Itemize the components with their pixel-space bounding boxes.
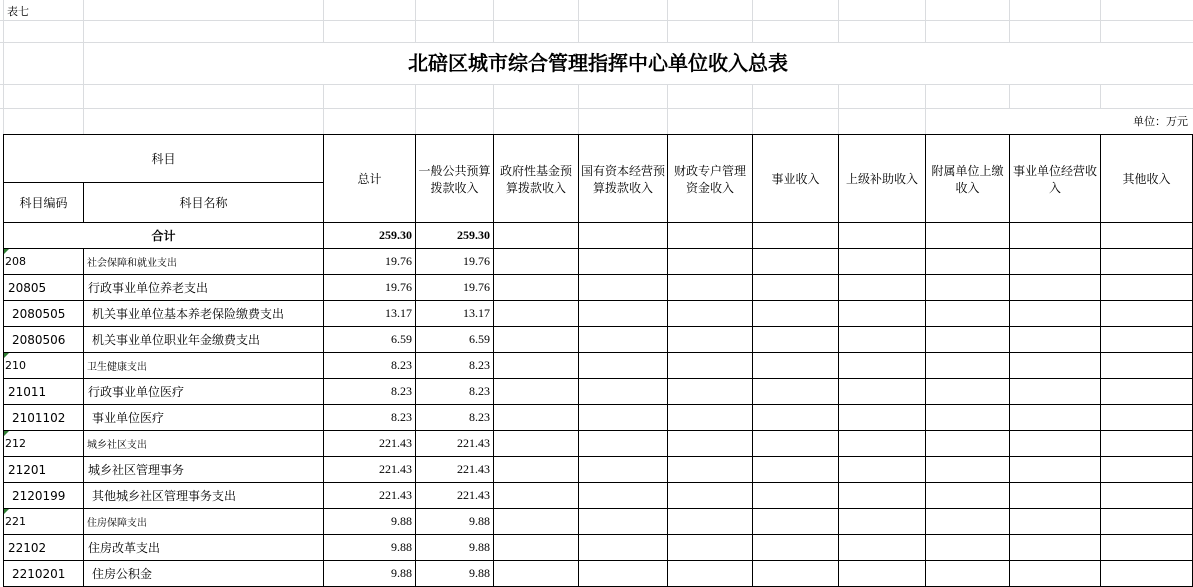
- empty-cell: [1010, 249, 1101, 275]
- empty-cell: [753, 301, 839, 327]
- row-total: 8.23: [324, 379, 416, 405]
- empty-cell: [1010, 353, 1101, 379]
- row-general: 221.43: [416, 483, 494, 509]
- row-general: 6.59: [416, 327, 494, 353]
- empty-cell: [668, 249, 753, 275]
- empty-cell: [753, 327, 839, 353]
- empty-cell: [926, 509, 1010, 535]
- row-total: 8.23: [324, 405, 416, 431]
- empty-cell: [839, 535, 926, 561]
- empty-cell: [1101, 405, 1193, 431]
- empty-cell: [494, 249, 579, 275]
- row-total: 221.43: [324, 457, 416, 483]
- empty-cell: [494, 431, 579, 457]
- row-name: 住房改革支出: [84, 535, 324, 561]
- header-name: 科目名称: [84, 183, 324, 223]
- empty-cell: [839, 509, 926, 535]
- empty-cell: [839, 379, 926, 405]
- empty-cell: [926, 301, 1010, 327]
- empty-cell: [926, 353, 1010, 379]
- empty-cell: [839, 561, 926, 587]
- row-general: 221.43: [416, 457, 494, 483]
- empty-cell: [494, 405, 579, 431]
- empty-cell: [753, 509, 839, 535]
- empty-cell: [579, 327, 668, 353]
- empty-cell: [753, 275, 839, 301]
- error-marker-icon: [4, 353, 9, 358]
- empty-cell: [839, 275, 926, 301]
- empty-cell: [926, 431, 1010, 457]
- sheet-label: 表七: [7, 4, 29, 18]
- row-general: 9.88: [416, 561, 494, 587]
- empty-cell: [1101, 561, 1193, 587]
- empty-cell: [839, 457, 926, 483]
- empty-cell: [839, 249, 926, 275]
- empty-cell: [494, 327, 579, 353]
- row-name: 住房公积金: [84, 561, 324, 587]
- row-total: 8.23: [324, 353, 416, 379]
- empty-cell: [753, 431, 839, 457]
- empty-cell: [753, 249, 839, 275]
- row-total: 13.17: [324, 301, 416, 327]
- empty-cell: [579, 509, 668, 535]
- row-code: 21011: [4, 379, 84, 405]
- total-row: [4, 223, 1193, 249]
- header-col-state-capital: 国有资本经营预算拨款收入: [579, 135, 668, 223]
- header-col-general: 一般公共预算拨款收入: [416, 135, 494, 223]
- header-subject: 科目: [4, 135, 324, 183]
- table-row: [4, 353, 1193, 379]
- table-row: [4, 535, 1193, 561]
- empty-cell: [494, 509, 579, 535]
- empty-cell: [1101, 509, 1193, 535]
- empty-cell: [668, 561, 753, 587]
- empty-cell: [1010, 275, 1101, 301]
- total-total: 259.30: [324, 223, 416, 249]
- table-row: [4, 561, 1193, 587]
- row-total: 6.59: [324, 327, 416, 353]
- table-row: [4, 275, 1193, 301]
- page-title: 北碚区城市综合管理指挥中心单位收入总表: [408, 51, 788, 75]
- empty-cell: [753, 353, 839, 379]
- empty-cell: [579, 561, 668, 587]
- error-marker-icon: [4, 431, 9, 436]
- empty-cell: [1101, 535, 1193, 561]
- row-general: 19.76: [416, 249, 494, 275]
- row-total: 19.76: [324, 249, 416, 275]
- empty-cell: [839, 405, 926, 431]
- row-name: 行政事业单位医疗: [84, 379, 324, 405]
- header-col-affiliated: 附属单位上缴收入: [926, 135, 1010, 223]
- empty-cell: [926, 275, 1010, 301]
- empty-cell: [579, 535, 668, 561]
- empty-cell: [494, 353, 579, 379]
- row-name: 城乡社区管理事务: [84, 457, 324, 483]
- table-row: [4, 457, 1193, 483]
- row-name: 机关事业单位职业年金缴费支出: [84, 327, 324, 353]
- empty-cell: [753, 405, 839, 431]
- empty-cell: [494, 535, 579, 561]
- empty-cell: [753, 561, 839, 587]
- empty-cell: [579, 457, 668, 483]
- empty-cell: [926, 483, 1010, 509]
- table-row: [4, 249, 1193, 275]
- row-total: 9.88: [324, 535, 416, 561]
- row-name: 社会保障和就业支出: [84, 249, 324, 275]
- empty-cell: [1010, 379, 1101, 405]
- empty-cell: [1010, 535, 1101, 561]
- header-col-business: 事业收入: [753, 135, 839, 223]
- empty-cell: [926, 327, 1010, 353]
- empty-cell: [494, 301, 579, 327]
- empty-cell: [1101, 327, 1193, 353]
- empty-cell: [839, 327, 926, 353]
- empty-cell: [926, 535, 1010, 561]
- empty-cell: [494, 483, 579, 509]
- empty-cell: [668, 353, 753, 379]
- header-col-special-account: 财政专户管理资金收入: [668, 135, 753, 223]
- empty-cell: [926, 405, 1010, 431]
- row-name: 卫生健康支出: [84, 353, 324, 379]
- empty-cell: [579, 353, 668, 379]
- row-name: 其他城乡社区管理事务支出: [84, 483, 324, 509]
- empty-cell: [494, 561, 579, 587]
- empty-cell: [1010, 457, 1101, 483]
- row-code: 2080506: [4, 327, 84, 353]
- empty-cell: [1010, 509, 1101, 535]
- header-col-operating: 事业单位经营收入: [1010, 135, 1101, 223]
- empty-cell: [668, 483, 753, 509]
- row-code: 212: [4, 431, 84, 457]
- empty-cell: [753, 457, 839, 483]
- empty-cell: [926, 457, 1010, 483]
- empty-cell: [668, 405, 753, 431]
- row-total: 221.43: [324, 483, 416, 509]
- empty-cell: [1101, 457, 1193, 483]
- table-row: [4, 431, 1193, 457]
- table-row: [4, 379, 1193, 405]
- row-general: 9.88: [416, 509, 494, 535]
- header-col-superior-subsidy: 上级补助收入: [839, 135, 926, 223]
- empty-cell: [1010, 561, 1101, 587]
- row-code: 21201: [4, 457, 84, 483]
- empty-cell: [753, 535, 839, 561]
- empty-cell: [668, 535, 753, 561]
- empty-cell: [1010, 327, 1101, 353]
- row-code: 2210201: [4, 561, 84, 587]
- row-total: 9.88: [324, 509, 416, 535]
- row-code: 2101102: [4, 405, 84, 431]
- header-col-total: 总计: [324, 135, 416, 223]
- income-table: [3, 134, 1193, 587]
- empty-cell: [579, 379, 668, 405]
- empty-cell: [1101, 275, 1193, 301]
- row-total: 221.43: [324, 431, 416, 457]
- table-row: [4, 327, 1193, 353]
- empty-cell: [753, 379, 839, 405]
- row-general: 19.76: [416, 275, 494, 301]
- header-col-other: 其他收入: [1101, 135, 1193, 223]
- empty-cell: [494, 379, 579, 405]
- total-label: 合计: [4, 223, 324, 249]
- table-row: [4, 509, 1193, 535]
- empty-cell: [579, 249, 668, 275]
- row-code: 2120199: [4, 483, 84, 509]
- empty-cell: [494, 275, 579, 301]
- row-code: 20805: [4, 275, 84, 301]
- empty-cell: [839, 353, 926, 379]
- empty-cell: [753, 483, 839, 509]
- empty-cell: [1101, 431, 1193, 457]
- row-general: 8.23: [416, 353, 494, 379]
- empty-cell: [668, 509, 753, 535]
- error-marker-icon: [4, 249, 9, 254]
- empty-cell: [1101, 301, 1193, 327]
- row-general: 9.88: [416, 535, 494, 561]
- row-general: 8.23: [416, 405, 494, 431]
- row-name: 行政事业单位养老支出: [84, 275, 324, 301]
- row-code: 2080505: [4, 301, 84, 327]
- empty-cell: [1101, 249, 1193, 275]
- empty-cell: [494, 457, 579, 483]
- empty-cell: [1101, 353, 1193, 379]
- empty-cell: [579, 275, 668, 301]
- empty-cell: [668, 275, 753, 301]
- empty-cell: [1101, 483, 1193, 509]
- empty-cell: [668, 457, 753, 483]
- unit-label: 单位：万元: [1133, 114, 1188, 128]
- row-name: 事业单位医疗: [84, 405, 324, 431]
- empty-cell: [579, 405, 668, 431]
- empty-cell: [926, 249, 1010, 275]
- row-name: 城乡社区支出: [84, 431, 324, 457]
- row-code: 221: [4, 509, 84, 535]
- empty-cell: [668, 431, 753, 457]
- row-total: 9.88: [324, 561, 416, 587]
- empty-cell: [926, 561, 1010, 587]
- row-code: 210: [4, 353, 84, 379]
- row-general: 221.43: [416, 431, 494, 457]
- header-col-fund: 政府性基金预算拨款收入: [494, 135, 579, 223]
- empty-cell: [839, 483, 926, 509]
- empty-cell: [668, 327, 753, 353]
- empty-cell: [668, 301, 753, 327]
- empty-cell: [1010, 431, 1101, 457]
- row-name: 住房保障支出: [84, 509, 324, 535]
- row-total: 19.76: [324, 275, 416, 301]
- row-name: 机关事业单位基本养老保险缴费支出: [84, 301, 324, 327]
- row-code: 208: [4, 249, 84, 275]
- empty-cell: [579, 483, 668, 509]
- row-code: 22102: [4, 535, 84, 561]
- table-row: [4, 301, 1193, 327]
- empty-cell: [579, 301, 668, 327]
- empty-cell: [926, 379, 1010, 405]
- empty-cell: [839, 431, 926, 457]
- error-marker-icon: [4, 509, 9, 514]
- empty-cell: [839, 301, 926, 327]
- row-general: 13.17: [416, 301, 494, 327]
- empty-cell: [579, 431, 668, 457]
- empty-cell: [1010, 405, 1101, 431]
- header-code: 科目编码: [4, 183, 84, 223]
- table-row: [4, 483, 1193, 509]
- table-row: [4, 405, 1193, 431]
- empty-cell: [1010, 483, 1101, 509]
- total-general: 259.30: [416, 223, 494, 249]
- empty-cell: [1010, 301, 1101, 327]
- empty-cell: [1101, 379, 1193, 405]
- empty-cell: [668, 379, 753, 405]
- row-general: 8.23: [416, 379, 494, 405]
